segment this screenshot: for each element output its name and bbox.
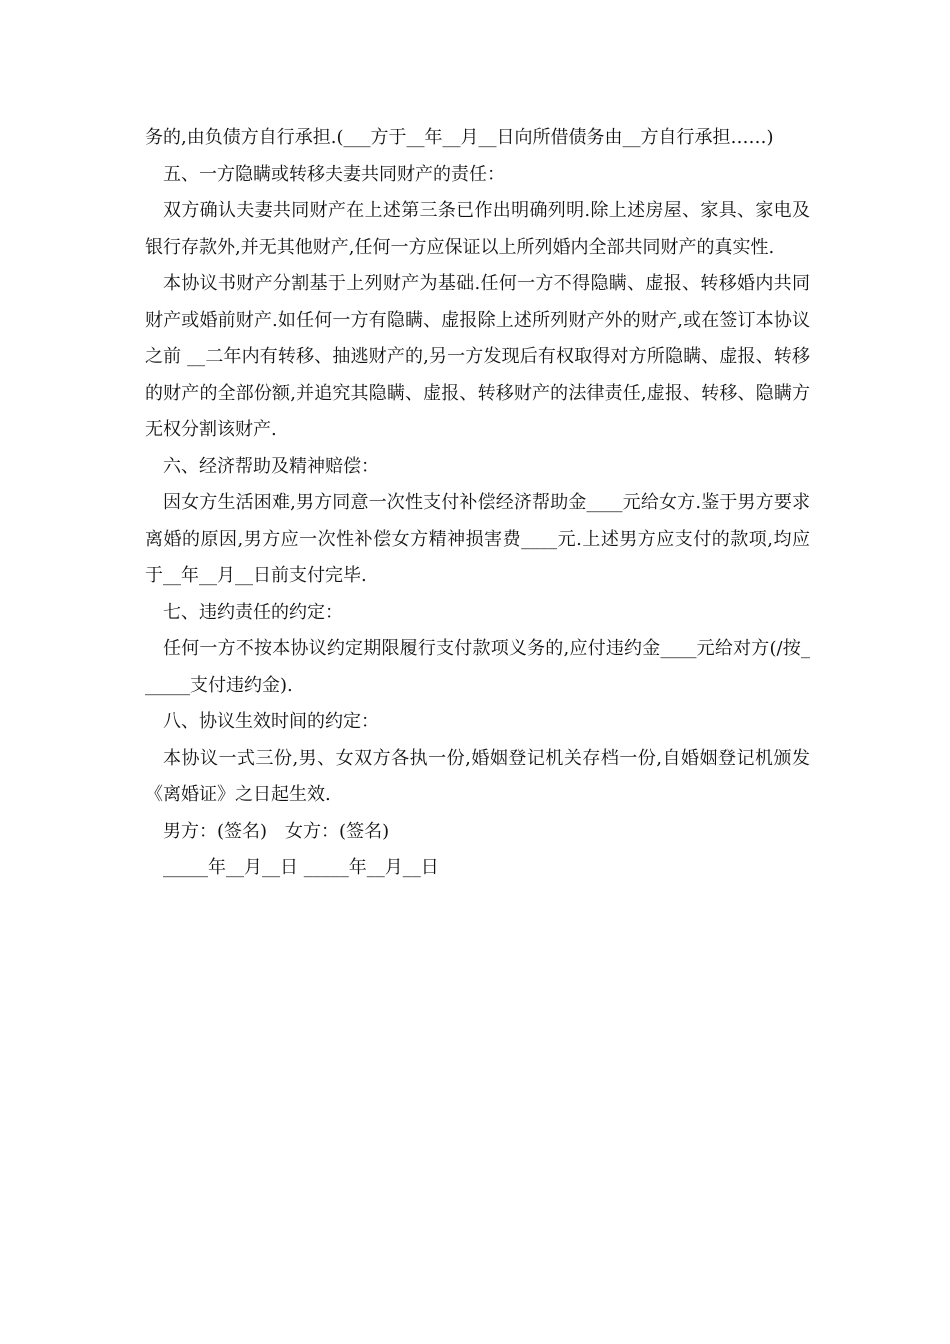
section-6-paragraph: 因女方生活困难,男方同意一次性支付补偿经济帮助金____元给女方.鉴于男方要求离婚的原因,男方应一次性补偿女方精神损害费____元.上述男方应支付的款项,均应于__年__月__日前支付完毕.	[145, 492, 810, 586]
continued-debt-clause: 务的,由负债方自行承担.(___方于__年__月__日向所借债务由__方自行承担……)	[145, 127, 774, 148]
signature-line: 男方：(签名) 女方：(签名)	[163, 820, 390, 842]
section-7-heading: 七、违约责任的约定：	[163, 601, 343, 623]
section-8-heading: 八、协议生效时间的约定：	[163, 711, 379, 732]
section-5-heading: 五、一方隐瞒或转移夫妻共同财产的责任：	[163, 163, 505, 185]
section-6-heading: 六、经济帮助及精神赔偿：	[163, 455, 379, 477]
section-5-paragraph-1: 双方确认夫妻共同财产在上述第三条已作出明确列明.除上述房屋、家具、家电及银行存款外,并无其他财产,任何一方应保证以上所列婚内全部共同财产的真实性.	[145, 200, 810, 258]
section-8-paragraph: 本协议一式三份,男、女双方各执一份,婚姻登记机关存档一份,自婚姻登记机颁发《离婚证》之日起生效.	[145, 747, 810, 805]
section-5-paragraph-2: 本协议书财产分割基于上列财产为基础.任何一方不得隐瞒、虚报、转移婚内共同财产或婚前财产.如任何一方有隐瞒、虚报除上述所列财产外的财产,或在签订本协议之前 __二年内有转移、抽逃财产的,另一方发现后有权取得对方所隐瞒、虚报、转移的财产的全部份额,并追究其隐瞒、虚报、转移财产的法律责任,虚报、转移、隐瞒方无权分割该财产.	[145, 273, 810, 440]
date-line: _____年__月__日 _____年__月__日	[163, 857, 439, 878]
section-7-paragraph: 任何一方不按本协议约定期限履行支付款项义务的,应付违约金____元给对方(/按______支付违约金).	[145, 638, 810, 696]
document-page	[145, 120, 810, 887]
